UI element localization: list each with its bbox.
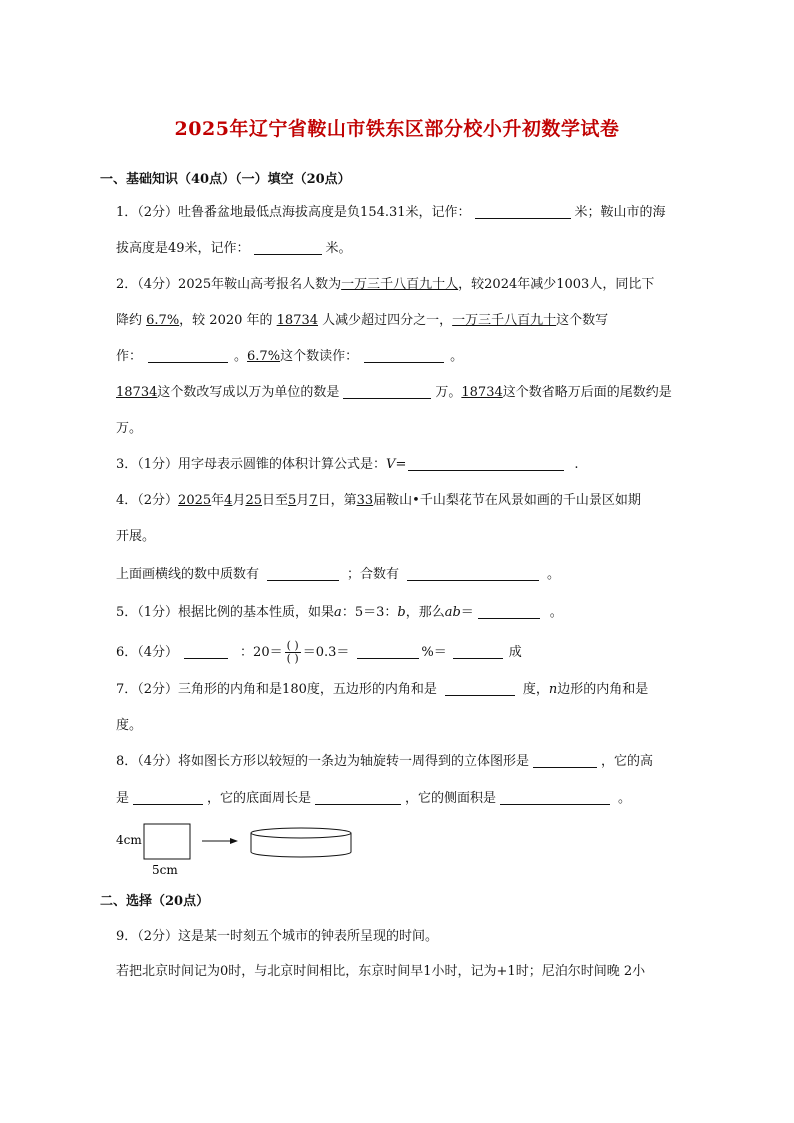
cylinder-top [251,828,351,838]
question-6-line: 6．（4分） ：20＝ $\frac{( )}{( )}$ ＝0.3＝ %＝ 成 [116,639,522,665]
answer-blank[interactable] [478,604,540,619]
answer-blank[interactable] [408,456,564,471]
question-8-line-2: 是 ，它的底面周长是 ，它的侧面积是 。 [116,791,632,806]
question-5-line: 5．（1分）根据比例的基本性质，如果a：5＝3：b，那么ab＝ 。 [116,605,563,620]
question-4-line-1: 4．（2分）2025年4月25日至5月7日，第33届鞍山•千山梨花节在风景如画的千山景区如期 [116,493,641,508]
answer-blank[interactable] [267,566,339,581]
rectangle-width-label: 5cm [152,863,178,877]
cylinder-bottom [251,852,351,857]
answer-blank[interactable] [184,644,228,659]
answer-blank[interactable] [357,644,419,659]
answer-blank[interactable] [445,681,515,696]
fraction-numerator[interactable]: ( ) [286,639,299,652]
rectangle-rotation-figure [114,818,374,880]
section-1-heading: 一、基础知识（40点）（一）填空（20点） [100,172,351,187]
answer-blank[interactable] [343,384,431,399]
arrow-head [230,838,238,844]
fraction-denominator[interactable]: ( ) [286,652,299,665]
answer-blank[interactable] [475,204,571,219]
section-2-heading: 二、选择（20点） [100,894,210,909]
answer-blank[interactable] [315,790,401,805]
question-4-line-3: 上面画横线的数中质数有 ；合数有 。 [116,567,561,582]
question-7-line-2: 度。 [116,718,143,733]
question-2-line-4: 18734这个数改写成以万为单位的数是 万。18734这个数省略万后面的尾数约是 [116,385,672,400]
question-4-line-2: 开展。 [116,529,156,544]
rectangle-shape [144,824,190,859]
question-1-line-2: 拔高度是49米，记作： 米。 [116,241,352,256]
rectangle-height-label: 4cm [116,833,142,847]
answer-blank[interactable] [533,753,597,768]
question-2-line-1: 2．（4分）2025年鞍山高考报名人数为一万三千八百九十人，较2024年减少1003人，同比下 [116,277,655,292]
question-2-line-3: 作： 。6.7%这个数读作： 。 [116,349,464,364]
question-2-line-5: 万。 [116,421,143,436]
answer-blank[interactable] [148,348,228,363]
question-9-line-1: 9．（2分）这是某一时刻五个城市的钟表所呈现的时间。 [116,929,439,944]
answer-blank[interactable] [407,566,539,581]
answer-blank[interactable] [364,348,444,363]
exam-title: 2025年辽宁省鞍山市铁东区部分校小升初数学试卷 [174,118,620,140]
answer-blank[interactable] [453,644,503,659]
question-1-line-1: 1．（2分）吐鲁番盆地最低点海拔高度是负154.31米，记作： 米；鞍山市的海 [116,205,666,220]
answer-blank[interactable] [133,790,203,805]
answer-blank[interactable] [500,790,610,805]
fraction [285,640,301,665]
question-2-line-2: 降约 6.7%，较 2020 年的 18734 人减少超过四分之一，一万三千八百九十这个数写 [116,313,609,328]
question-7-line-1: 7．（2分）三角形的内角和是180度，五边形的内角和是 度，n边形的内角和是 [116,682,649,697]
question-3-line: 3．（1分）用字母表示圆锥的体积计算公式是：V= . [116,457,579,472]
question-8-line-1: 8．（4分）将如图长方形以较短的一条边为轴旋转一周得到的立体图形是 ，它的高 [116,754,654,769]
question-9-line-2: 若把北京时间记为0时，与北京时间相比，东京时间早1小时，记为+1时；尼泊尔时间晚 2小 [116,964,646,979]
answer-blank[interactable] [254,240,322,255]
